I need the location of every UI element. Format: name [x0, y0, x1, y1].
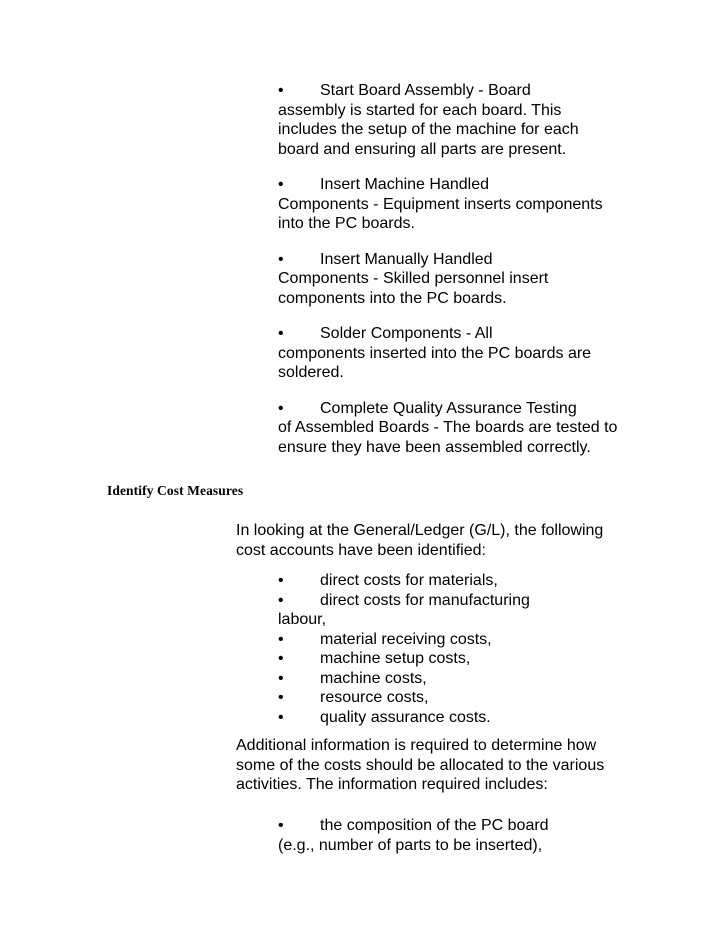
cost-account-text-continued: labour, [278, 611, 327, 628]
cost-account-text: machine setup costs, [320, 650, 471, 667]
cost-account-text: direct costs for materials, [320, 572, 498, 589]
list-item [278, 175, 623, 234]
cost-account-text: material receiving costs, [320, 630, 492, 648]
list-item [278, 816, 623, 855]
list-item [278, 669, 623, 689]
list-item [278, 399, 623, 458]
bullet-icon: • [278, 817, 284, 834]
list-item [278, 688, 623, 708]
bullet-icon: • [278, 399, 284, 417]
activity-description: Components - Skilled personnel insert components into the PC boards. [278, 270, 549, 307]
activity-title: Complete Quality Assurance Testing [320, 399, 577, 417]
activity-description: components inserted into the PC boards are soldered. [278, 344, 592, 381]
activity-description: assembly is started for each board. This includes the setup of the machine for each board and ensuring all parts are present. [278, 101, 579, 158]
activity-description: of Assembled Boards - The boards are tested to ensure they have been assembled correctly. [278, 419, 618, 456]
activity-title: Solder Components - All [320, 325, 493, 342]
cost-account-text: resource costs, [320, 689, 429, 706]
bullet-icon: • [278, 572, 284, 589]
cost-account-text: machine costs, [320, 669, 427, 687]
list-item [278, 81, 623, 159]
bullet-icon: • [278, 689, 284, 706]
list-item [278, 630, 623, 650]
bullet-icon: • [278, 250, 284, 268]
bullet-icon: • [278, 650, 284, 667]
bullet-icon: • [278, 325, 284, 342]
activity-list [278, 81, 623, 473]
cost-account-text: quality assurance costs. [320, 708, 491, 726]
bullet-icon: • [278, 708, 284, 726]
list-item [278, 708, 623, 728]
intro-paragraph: In looking at the General/Ledger (G/L), the following cost accounts have been identified: [236, 522, 604, 559]
list-item [278, 649, 623, 669]
list-item [278, 591, 623, 630]
activity-description: Components - Equipment inserts components into the PC boards. [278, 195, 603, 232]
bullet-icon: • [278, 591, 284, 609]
list-item [278, 250, 623, 309]
required-info-list [278, 816, 623, 871]
bullet-icon: • [278, 176, 284, 193]
cost-accounts-list [278, 571, 623, 727]
additional-info-paragraph: Additional information is required to determine how some of the costs should be allocated to the various activities. The information required includes: [236, 737, 605, 793]
activity-title: Insert Machine Handled [320, 176, 489, 193]
activity-title: Start Board Assembly - Board [320, 82, 531, 99]
activity-title: Insert Manually Handled [320, 250, 493, 268]
bullet-icon: • [278, 630, 284, 648]
required-info-text-continued: (e.g., number of parts to be inserted), [278, 836, 543, 854]
bullet-icon: • [278, 669, 284, 687]
required-info-text: the composition of the PC board [320, 817, 549, 834]
list-item [278, 571, 623, 591]
list-item [278, 324, 623, 383]
cost-account-text: direct costs for manufacturing [320, 591, 530, 609]
bullet-icon: • [278, 82, 284, 99]
section-heading: Identify Cost Measures [107, 483, 244, 498]
